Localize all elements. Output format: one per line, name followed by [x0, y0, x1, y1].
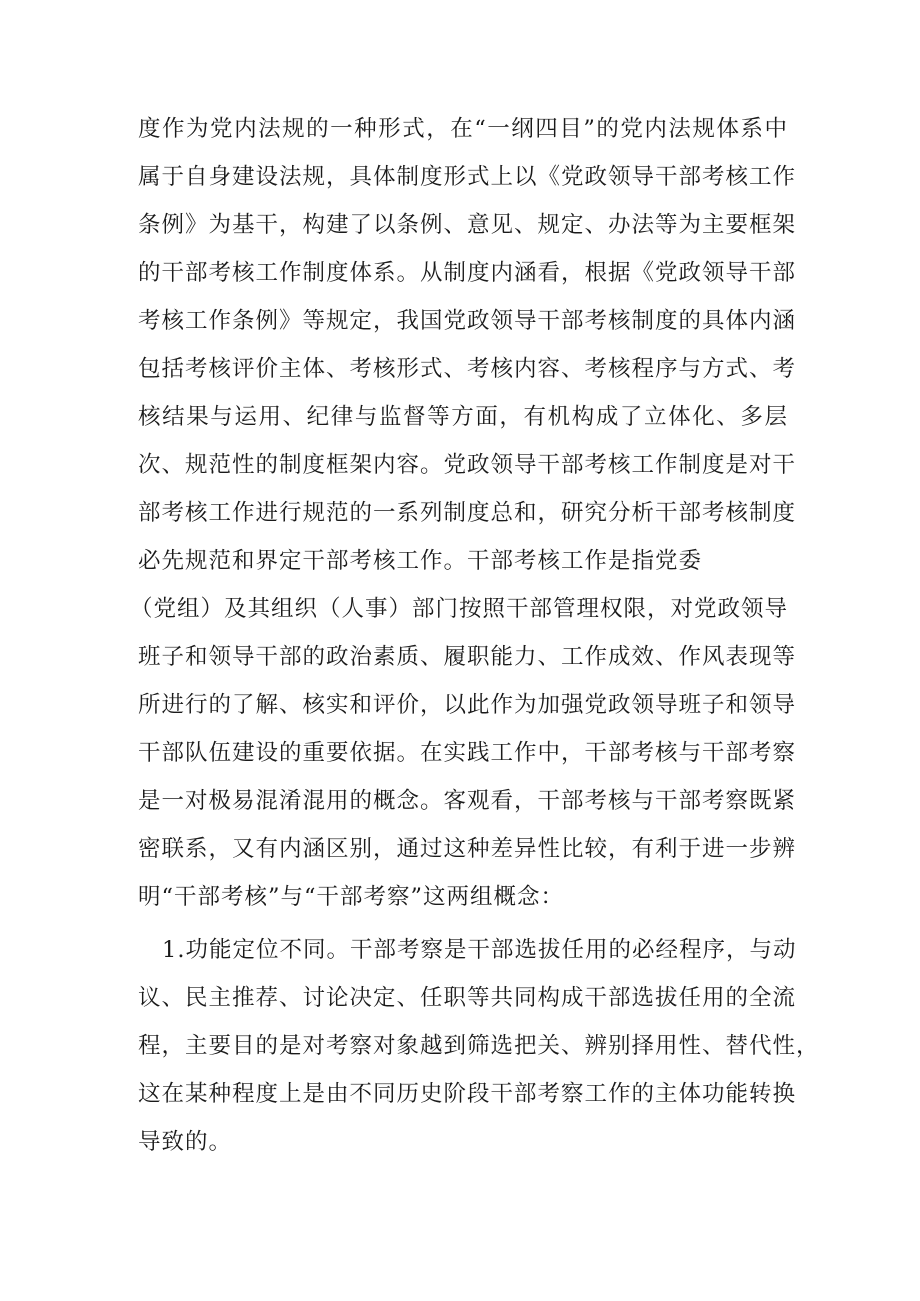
text-line: 程，主要目的是对考察对象越到筛选把关、辨别择用性、替代性， — [138, 1033, 820, 1059]
text-line: 导致的。 — [138, 1129, 233, 1155]
text-line: 度作为党内法规的一种形式，在“一纲四目”的党内法规体系中 — [138, 116, 788, 142]
text-line: 核结果与运用、纪律与监督等方面，有机构成了立体化、多层 — [138, 404, 788, 430]
text-line: 密联系，又有内涵区别，通过这种差异性比较，有利于进一步辨 — [138, 836, 797, 862]
text-line: （党组）及其组织（人事）部门按照干部管理权限，对党政领导 — [130, 596, 789, 622]
text-line: 的干部考核工作制度体系。从制度内涵看，根据《党政领导干部 — [138, 260, 797, 286]
text-line: 明“干部考核”与“干部考察”这两组概念： — [138, 884, 565, 910]
text-line: 所进行的了解、核实和评价，以此作为加强党政领导班子和领导 — [138, 692, 797, 718]
text-line: 包括考核评价主体、考核形式、考核内容、考核程序与方式、考 — [138, 356, 797, 382]
text-line: 1.功能定位不同。干部考察是干部选拔任用的必经程序，与动 — [162, 937, 797, 963]
text-line: 必先规范和界定干部考核工作。干部考核工作是指党委 — [138, 548, 703, 574]
text-line: 属于自身建设法规，具体制度形式上以《党政领导干部考核工作 — [138, 164, 797, 190]
text-line: 是一对极易混淆混用的概念。客观看，干部考核与干部考察既紧 — [138, 788, 797, 814]
text-line: 次、规范性的制度框架内容。党政领导干部考核工作制度是对干 — [138, 452, 797, 478]
text-line: 部考核工作进行规范的一系列制度总和，研究分析干部考核制度 — [138, 500, 797, 526]
text-line: 干部队伍建设的重要依据。在实践工作中，干部考核与干部考察 — [138, 740, 797, 766]
text-line: 班子和领导干部的政治素质、履职能力、工作成效、作风表现等 — [138, 644, 797, 670]
text-line: 议、民主推荐、讨论决定、任职等共同构成干部选拔任用的全流 — [138, 985, 797, 1011]
text-line: 考核工作条例》等规定，我国党政领导干部考核制度的具体内涵 — [138, 308, 797, 334]
text-line: 这在某种程度上是由不同历史阶段干部考察工作的主体功能转换 — [138, 1081, 797, 1107]
text-line: 条例》为基干，构建了以条例、意见、规定、办法等为主要框架 — [138, 212, 797, 238]
